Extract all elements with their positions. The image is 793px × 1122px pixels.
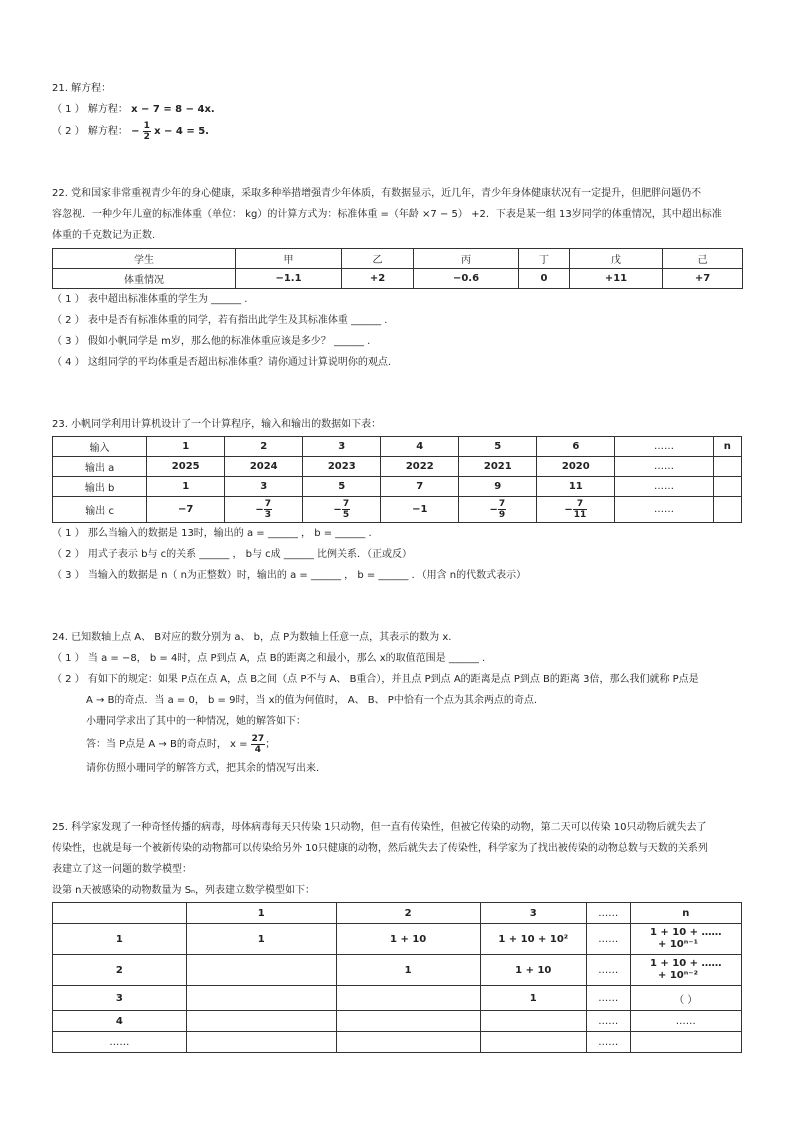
table-row [53, 457, 742, 477]
sum-expression [650, 958, 722, 982]
q25-text-1: 25. 科学家发现了一种奇怪传播的病毒，母体病毒每天只传染 1只动物，但一直有传染性，但被它传染的动物，第二天可以传染 10只动物后就失去了 [52, 822, 707, 833]
q21-part-1 [52, 99, 742, 120]
table-cell: …… [615, 477, 713, 497]
question-25 [52, 817, 742, 1053]
fraction-denominator: 9 [498, 510, 506, 520]
table-cell: 2 [225, 437, 303, 457]
c-value: −7 [178, 504, 194, 515]
table-cell: …… [586, 924, 630, 955]
expression-line: + 10ⁿ⁻² [657, 970, 698, 981]
table-cell: +7 [663, 269, 743, 289]
q24-part-2-line-4 [52, 732, 742, 758]
q23-part-3: （ 3 ） 当输入的数据是 n（ n为正整数）时，输出的 a = ______ ， b = ______ ．（用含 n的代数式表示） [52, 570, 527, 581]
table-cell: 1 [147, 437, 225, 457]
q22-part-3: （ 3 ） 假如小帆同学是 m岁，那么他的标准体重应该是多少？ ______ . [52, 336, 371, 347]
table-cell [147, 497, 225, 523]
table-cell: 4 [381, 437, 459, 457]
table-cell [713, 477, 741, 497]
table-cell: 11 [537, 477, 615, 497]
table-cell: 体重情况 [53, 269, 236, 289]
fraction-denominator: 4 [254, 744, 262, 755]
table-cell: +11 [570, 269, 663, 289]
table-header-row [53, 903, 742, 924]
table-cell: 丁 [519, 249, 570, 269]
c-fraction [573, 499, 588, 520]
table-cell: （ ） [630, 986, 742, 1011]
q22-text-1: 22. 党和国家非常重视青少年的身心健康，采取多种举措增强青少年体质，有数据显示，近几年，青少年身体健康状况有一定提升，但肥胖问题仍不 [52, 188, 702, 199]
q22-weight-table [52, 248, 743, 289]
table-cell: −1.1 [236, 269, 342, 289]
table-cell: 2 [336, 903, 480, 924]
table-cell [381, 497, 459, 523]
table-cell: 2023 [303, 457, 381, 477]
table-cell: …… [53, 1032, 187, 1053]
q24-part-1: （ 1 ） 当 a = −8， b = 4时，点 P到点 A，点 B的距离之和最小，那么 x的取值范围是 ______ . [52, 653, 486, 664]
table-cell: 6 [537, 437, 615, 457]
question-23 [52, 414, 742, 586]
table-cell [186, 986, 336, 1011]
table-cell: …… [586, 955, 630, 986]
q22-text-3: 体重的千克数记为正数. [52, 230, 156, 241]
sum-expression [650, 927, 722, 951]
table-cell: 输出 c [53, 497, 147, 523]
table-cell: 4 [53, 1011, 187, 1032]
table-cell: 2021 [459, 457, 537, 477]
table-cell [630, 924, 742, 955]
table-cell: 1 [480, 986, 586, 1011]
table-cell: …… [615, 497, 713, 523]
fraction-numerator: 7 [573, 499, 588, 510]
table-cell: 1 [336, 955, 480, 986]
table-cell [336, 1032, 480, 1053]
table-cell: 9 [459, 477, 537, 497]
table-cell: 丙 [414, 249, 519, 269]
expression-line: 1 + 10 + …… [649, 927, 722, 938]
table-row [53, 269, 743, 289]
table-cell: …… [615, 437, 713, 457]
q22-part-1: （ 1 ） 表中超出标准体重的学生为 ______ . [52, 294, 248, 305]
table-cell [630, 1032, 742, 1053]
table-cell: 2020 [537, 457, 615, 477]
table-cell: 学生 [53, 249, 236, 269]
c-fraction [264, 499, 272, 520]
table-cell [53, 903, 187, 924]
table-cell: 1 [186, 924, 336, 955]
table-cell: …… [615, 457, 713, 477]
table-cell: −0.6 [414, 269, 519, 289]
table-row [53, 1011, 742, 1032]
table-cell: 己 [663, 249, 743, 269]
table-cell: n [630, 903, 742, 924]
q24-part-2-line-1: （ 2 ） 有如下的规定：如果 P点在点 A，点 B之间（点 P不与 A、 B重合），并且点 P到点 A的距离是点 P到点 B的距离 3倍，那么我们就称 P点是 [52, 674, 699, 685]
q23-text: 23. 小帆同学利用计算机设计了一个计算程序，输入和输出的数据如下表： [52, 419, 382, 430]
table-row [53, 986, 742, 1011]
table-cell: 1 + 10 + 10² [480, 924, 586, 955]
table-cell: 1 [147, 477, 225, 497]
fraction-denominator: 11 [573, 510, 587, 520]
fraction-numerator: 7 [342, 499, 350, 509]
table-cell: n [713, 437, 741, 457]
fraction-numerator: 27 [251, 733, 265, 744]
table-cell: 5 [303, 477, 381, 497]
table-cell [303, 497, 381, 523]
q25-text-4: 设第 n天被感染的动物数量为 Sₙ，列表建立数学模型如下： [52, 885, 316, 896]
table-cell: 3 [303, 437, 381, 457]
table-cell: 5 [459, 437, 537, 457]
table-cell: 7 [381, 477, 459, 497]
q23-program-table [52, 436, 742, 523]
minus-sign: − [255, 504, 264, 516]
table-cell: 2024 [225, 457, 303, 477]
table-row [53, 1032, 742, 1053]
question-24 [52, 627, 742, 779]
q24-text: 24. 已知数轴上点 A、 B对应的数分别为 a、 b，点 P为数轴上任意一点，其表示的数为 x. [52, 632, 452, 643]
table-cell [630, 955, 742, 986]
table-cell: 3 [225, 477, 303, 497]
q21-p2-fraction [143, 121, 151, 142]
fraction-denominator: 2 [143, 131, 150, 142]
q24-answer-fraction [251, 734, 266, 755]
minus-sign: − [333, 504, 342, 516]
fraction-numerator: 7 [498, 499, 506, 509]
table-cell [336, 986, 480, 1011]
table-cell [336, 1011, 480, 1032]
table-cell: 输出 a [53, 457, 147, 477]
table-cell: …… [586, 903, 630, 924]
table-cell: 0 [519, 269, 570, 289]
q21-p1-prefix: （ 1 ） 解方程： [52, 104, 128, 115]
q22-part-4: （ 4 ） 这组同学的平均体重是否超出标准体重？请你通过计算说明你的观点. [52, 357, 392, 368]
minus-sign: − [564, 504, 573, 516]
table-cell: …… [586, 1011, 630, 1032]
table-cell: 输出 b [53, 477, 147, 497]
table-cell [713, 457, 741, 477]
table-cell: …… [586, 986, 630, 1011]
q21-p2-rest: x − 4 = 5. [154, 126, 209, 137]
fraction-denominator: 5 [342, 510, 350, 520]
minus-sign: − [489, 504, 498, 516]
table-cell: 输入 [53, 437, 147, 457]
q22-text-2: 容忽视．一种少年儿童的标准体重（单位： kg）的计算方式为：标准体重 =（年龄 ×7 − 5） +2．下表是某一组 13岁同学的体重情况，其中超出标准 [52, 209, 722, 220]
table-cell: 1 + 10 [480, 955, 586, 986]
table-cell [537, 497, 615, 523]
table-cell: 甲 [236, 249, 342, 269]
table-cell: 2 [53, 955, 187, 986]
question-21 [52, 78, 742, 144]
c-fraction [342, 499, 350, 520]
table-cell [225, 497, 303, 523]
q25-model-table [52, 902, 742, 1053]
q23-part-2: （ 2 ） 用式子表示 b与 c的关系 ______ ， b与 c成 ______ 比例关系．（正或反） [52, 549, 413, 560]
q21-p2-prefix: （ 2 ） 解方程： [52, 126, 128, 137]
fraction-denominator: 3 [264, 510, 272, 520]
q21-p1-equation: x − 7 = 8 − 4x. [131, 104, 215, 115]
table-header-row [53, 249, 743, 269]
question-22 [52, 183, 742, 373]
q24-part-2-line-5: 请你仿照小珊同学的解答方式，把其余的情况写出来. [86, 763, 320, 774]
table-cell [713, 497, 741, 523]
expression-line: + 10ⁿ⁻¹ [657, 939, 698, 950]
fraction-numerator: 1 [143, 120, 150, 131]
table-cell: …… [630, 1011, 742, 1032]
q21-part-2 [52, 120, 742, 144]
table-cell [186, 1011, 336, 1032]
table-cell: …… [586, 1032, 630, 1053]
table-cell: 1 [186, 903, 336, 924]
table-row [53, 924, 742, 955]
expression-line: 1 + 10 + …… [649, 958, 722, 969]
table-cell: 乙 [342, 249, 414, 269]
table-header-row [53, 437, 742, 457]
table-row [53, 955, 742, 986]
q25-text-2: 传染性，也就是每一个被新传染的动物都可以传染给另外 10只健康的动物，然后就失去了传染性，科学家为了找出被传染的动物总数与天数的关系列 [52, 843, 708, 854]
table-cell [186, 955, 336, 986]
q21-p2-neg: − [131, 126, 140, 137]
table-cell: +2 [342, 269, 414, 289]
q24-part-2-line-2: A → B的奇点．当 a = 0， b = 9时，当 x的值为何值时， A、 B、 P中恰有一个点为其余两点的奇点. [86, 695, 538, 706]
table-row [53, 497, 742, 523]
table-cell [459, 497, 537, 523]
table-cell: 戊 [570, 249, 663, 269]
q24-answer-suffix: ； [265, 739, 276, 750]
table-cell: 3 [53, 986, 187, 1011]
table-cell: 1 + 10 [336, 924, 480, 955]
q25-text-3: 表建立了这一问题的数学模型： [52, 864, 192, 875]
q24-part-2-line-3: 小珊同学求出了其中的一种情况，她的解答如下： [86, 716, 306, 727]
q22-part-2: （ 2 ） 表中是否有标准体重的同学，若有指出此学生及其标准体重 ______ . [52, 315, 388, 326]
table-row [53, 477, 742, 497]
q21-title: 21. 解方程： [52, 83, 112, 94]
table-cell [186, 1032, 336, 1053]
fraction-numerator: 7 [264, 499, 272, 509]
table-cell: 2025 [147, 457, 225, 477]
q23-part-1: （ 1 ） 那么当输入的数据是 13时，输出的 a = ______ ， b = ______ . [52, 528, 372, 539]
table-cell: 2022 [381, 457, 459, 477]
table-cell: 1 [53, 924, 187, 955]
table-cell [480, 1032, 586, 1053]
table-cell [480, 1011, 586, 1032]
c-fraction [498, 499, 506, 520]
c-value: −1 [412, 504, 428, 515]
q24-answer-prefix: 答：当 P点是 A → B的奇点时， x = [86, 739, 248, 750]
table-cell: 3 [480, 903, 586, 924]
